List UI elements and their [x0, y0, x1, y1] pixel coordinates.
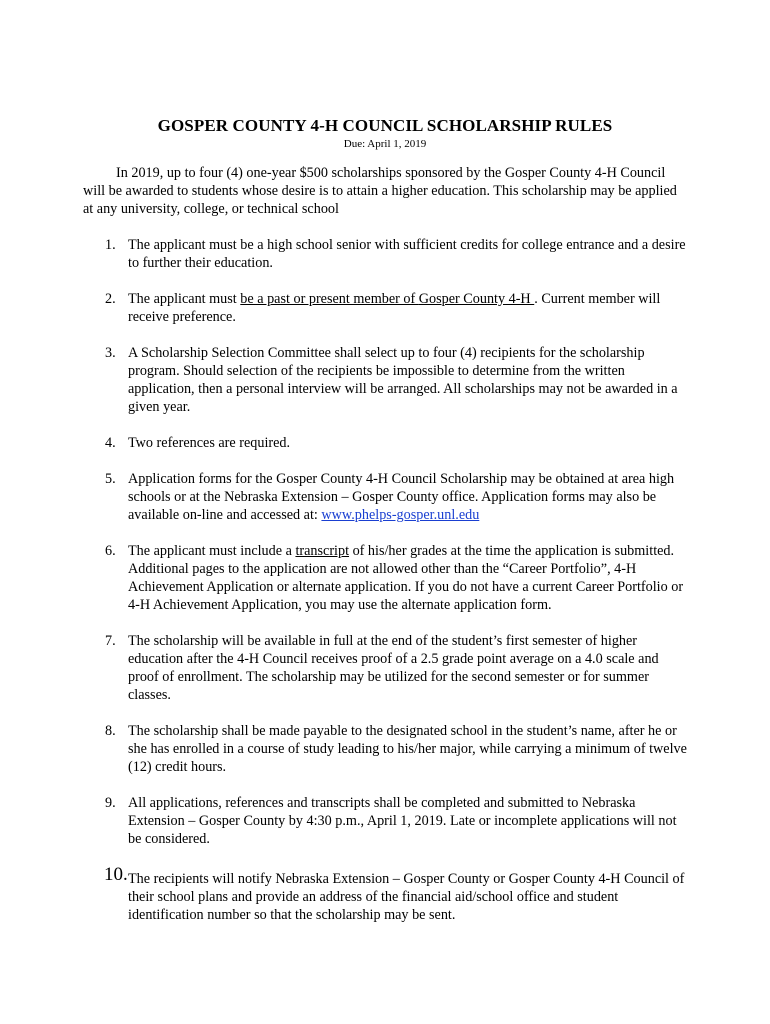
rule-item-8: [0, 722, 688, 776]
rule-number: 2.: [105, 291, 116, 307]
rule-number: 3.: [105, 345, 116, 361]
rule-item-7: [0, 632, 688, 704]
rule-underlined-membership: be a past or present member of: [240, 291, 419, 307]
due-date: Due: April 1, 2019: [343, 138, 427, 150]
rule-text: The applicant must be a high school senior with sufficient credits for college entrance and a desire to further their education.: [128, 237, 686, 271]
rule-item-5: [0, 470, 688, 524]
rule-number: 7.: [105, 633, 116, 649]
rule-item-10: [0, 864, 688, 924]
rule-underlined-transcript: transcript: [295, 543, 350, 559]
rule-text-post: of his/her grades at the time the application is submitted. Additional pages to the application are not allowed other than the “Career Portfolio”, 4-H Achievement Application or alternate application. If you do not have a current Career Portfolio or 4-H Achievement Application, you may use the alternate application form.: [128, 543, 684, 613]
rule-text: The scholarship shall be made payable to the designated school in the student’s name, after he or she has enrolled in a course of study leading to his/her major, while carrying a minimum of twelve (12) credit hours.: [128, 723, 687, 775]
rule-number: 5.: [105, 471, 116, 487]
rule-number: 1.: [105, 237, 116, 253]
document-title: GOSPER COUNTY 4-H COUNCIL SCHOLARSHIP RULES: [157, 116, 613, 135]
rule-text: The scholarship will be available in full at the end of the student’s first semester of higher education after the 4-H Council receives proof of a 2.5 grade point average on a 4.0 scale and proof of enrollment. The scholarship may be utilized for the second semester or for summer classes.: [128, 633, 659, 703]
rule-item-6: [0, 542, 688, 614]
rule-text: Two references are required.: [128, 435, 291, 451]
rule-number: 8.: [105, 723, 116, 739]
rule-item-4: [0, 434, 688, 452]
rule-text-post: . Current member will receive preference.: [128, 291, 661, 325]
intro-paragraph: In 2019, up to four (4) one-year $500 scholarships sponsored by the Gosper County 4-H Council will be awarded to students whose desire is to attain a higher education. This scholarship may be applied at any university, college, or technical school: [83, 165, 677, 217]
rule-item-2: [0, 290, 688, 326]
rules-list: [0, 236, 770, 942]
rule-number: 6.: [105, 543, 116, 559]
rule-text: A Scholarship Selection Committee shall select up to four (4) recipients for the scholarship program. Should selection of the recipients be impossible to determine from the written application, then a personal interview will be arranged. All scholarships may not be awarded in a given year.: [128, 345, 678, 415]
rule-text-pre: The applicant must: [128, 291, 241, 307]
rule-text-pre: Application forms for the Gosper County 4-H Council Scholarship may be obtained at area high schools or at the Nebraska Extension – Gosper County office. Application forms may also be available on-line and accessed at:: [128, 471, 675, 523]
rule-text: The recipients will notify Nebraska Extension – Gosper County or Gosper County 4-H Council of their school plans and provide an address of the financial aid/school office and student identification number so that the scholarship may be sent.: [128, 871, 685, 923]
extension-website-link[interactable]: www.phelps-gosper.unl.edu: [321, 507, 480, 523]
rule-underlined-county: Gosper County 4-H: [418, 291, 535, 307]
rule-number: 9.: [105, 795, 116, 811]
rule-number: 4.: [105, 435, 116, 451]
rule-item-9: [0, 794, 688, 848]
rule-number: 10.: [104, 864, 128, 885]
rule-item-3: [0, 344, 688, 416]
rule-text-pre: The applicant must include a: [128, 543, 296, 559]
rule-item-1: [0, 236, 688, 272]
rule-text: All applications, references and transcripts shall be completed and submitted to Nebraska Extension – Gosper County by 4:30 p.m., April 1, 2019. Late or incomplete applications will not be considered.: [128, 795, 677, 847]
